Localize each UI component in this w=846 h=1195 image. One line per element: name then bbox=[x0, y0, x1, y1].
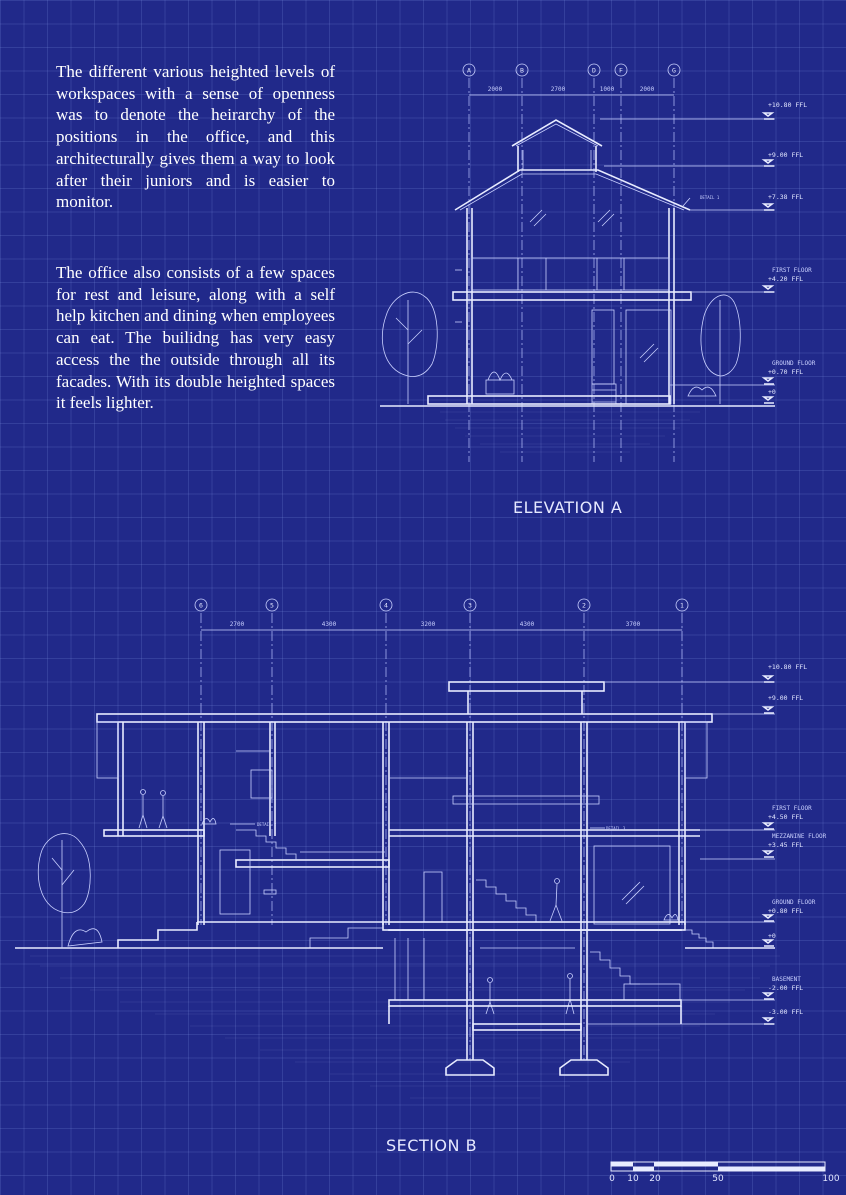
grid-label-g: G bbox=[672, 66, 676, 75]
sec-level-5-value: +0.80 FFL bbox=[768, 907, 804, 915]
sec-level-5-label: GROUND FLOOR bbox=[772, 899, 816, 906]
sec-dimension-2: 4300 bbox=[321, 621, 337, 628]
elevation-a-drawing bbox=[380, 64, 816, 462]
grid-label-1: 1 bbox=[680, 601, 684, 610]
grid-label-3: 3 bbox=[468, 601, 472, 610]
scale-tick-20: 20 bbox=[649, 1174, 661, 1184]
elev-detail-label: DETAIL 1 bbox=[700, 195, 720, 200]
section-b-building bbox=[15, 682, 775, 1075]
sec-dimension-4: 4300 bbox=[519, 621, 535, 628]
section-b-tree bbox=[38, 818, 678, 948]
elevation-a-tree-left bbox=[382, 292, 437, 404]
grid-label-b: B bbox=[520, 66, 524, 75]
grid-label-6: 6 bbox=[199, 601, 203, 610]
scale-tick-10: 10 bbox=[627, 1174, 639, 1184]
elev-level-1-value: +10.80 FFL bbox=[768, 101, 808, 109]
scale-tick-0: 0 bbox=[609, 1174, 615, 1184]
grid-label-d: D bbox=[592, 66, 596, 75]
elevation-a-building bbox=[380, 120, 775, 406]
elev-level-6-value: +0 bbox=[768, 388, 776, 396]
elevation-a-tree-right bbox=[688, 295, 740, 404]
section-b-level-markers bbox=[587, 663, 827, 1024]
scale-tick-50: 50 bbox=[712, 1174, 724, 1184]
elev-level-5-label: GROUND FLOOR bbox=[772, 360, 816, 367]
elev-dimension-3: 1000 bbox=[599, 86, 615, 93]
section-b-caption: SECTION B bbox=[386, 1136, 478, 1155]
elev-dimension-2: 2700 bbox=[550, 86, 566, 93]
elev-level-4-value: +4.20 FFL bbox=[768, 275, 804, 283]
grid-label-5: 5 bbox=[270, 601, 274, 610]
sec-level-4-label: MEZZANINE FLOOR bbox=[772, 833, 827, 840]
elevation-a-caption: ELEVATION A bbox=[513, 498, 623, 517]
sec-dimension-1: 2700 bbox=[229, 621, 245, 628]
elevation-a-grid-bubbles bbox=[463, 64, 680, 76]
sec-level-8-value: -3.00 FFL bbox=[768, 1008, 804, 1016]
sec-level-3-value: +4.50 FFL bbox=[768, 813, 804, 821]
grid-label-f: F bbox=[619, 66, 623, 75]
section-b-grid-bubbles bbox=[195, 599, 688, 611]
section-b-ground-hatch bbox=[30, 956, 780, 1098]
elevation-a-level-markers bbox=[600, 101, 816, 403]
sec-level-2-value: +9.00 FFL bbox=[768, 694, 804, 702]
scale-tick-100: 100 bbox=[822, 1174, 840, 1184]
elev-dimension-4: 2000 bbox=[639, 86, 655, 93]
sec-level-4-value: +3.45 FFL bbox=[768, 841, 804, 849]
elev-level-3-value: +7.38 FFL bbox=[768, 193, 804, 201]
elev-level-2-value: +9.00 FFL bbox=[768, 151, 804, 159]
grid-label-a: A bbox=[467, 66, 471, 75]
sec-level-1-value: +10.80 FFL bbox=[768, 663, 808, 671]
scale-bar bbox=[609, 1162, 840, 1184]
elev-level-5-value: +0.70 FFL bbox=[768, 368, 804, 376]
sec-detail-label-1: DETAIL 2 bbox=[257, 822, 277, 827]
elev-dimension-1: 2000 bbox=[487, 86, 503, 93]
sec-level-3-label: FIRST FLOOR bbox=[772, 805, 812, 812]
elev-level-4-label: FIRST FLOOR bbox=[772, 267, 812, 274]
sec-level-7-value: -2.00 FFL bbox=[768, 984, 804, 992]
grid-label-4: 4 bbox=[384, 601, 388, 610]
description-paragraph-hierarchy: The different various heighted levels of workspaces with a sense of openness was to denote the heirarchy of the positions in the office, and this architecturally gives them a way to look after their juniors and is easier to monitor. bbox=[56, 62, 335, 212]
sec-dimension-3: 3200 bbox=[420, 621, 436, 628]
grid-label-2: 2 bbox=[582, 601, 586, 610]
description-paragraph-leisure: The office also consists of a few spaces for rest and leisure, along with a self help kitchen and dining when employees can eat. The builidng has very easy access the the outside through all its facades. With its double heighted spaces it feels lighter. bbox=[56, 263, 335, 413]
sec-level-7-label: BASEMENT bbox=[772, 976, 801, 983]
sec-dimension-5: 3700 bbox=[625, 621, 641, 628]
sec-detail-label-2: DETAIL 3 bbox=[606, 826, 626, 831]
section-b-drawing bbox=[15, 599, 827, 1098]
sec-level-6-value: +0 bbox=[768, 932, 776, 940]
elevation-a-ground-hatch bbox=[440, 412, 700, 452]
